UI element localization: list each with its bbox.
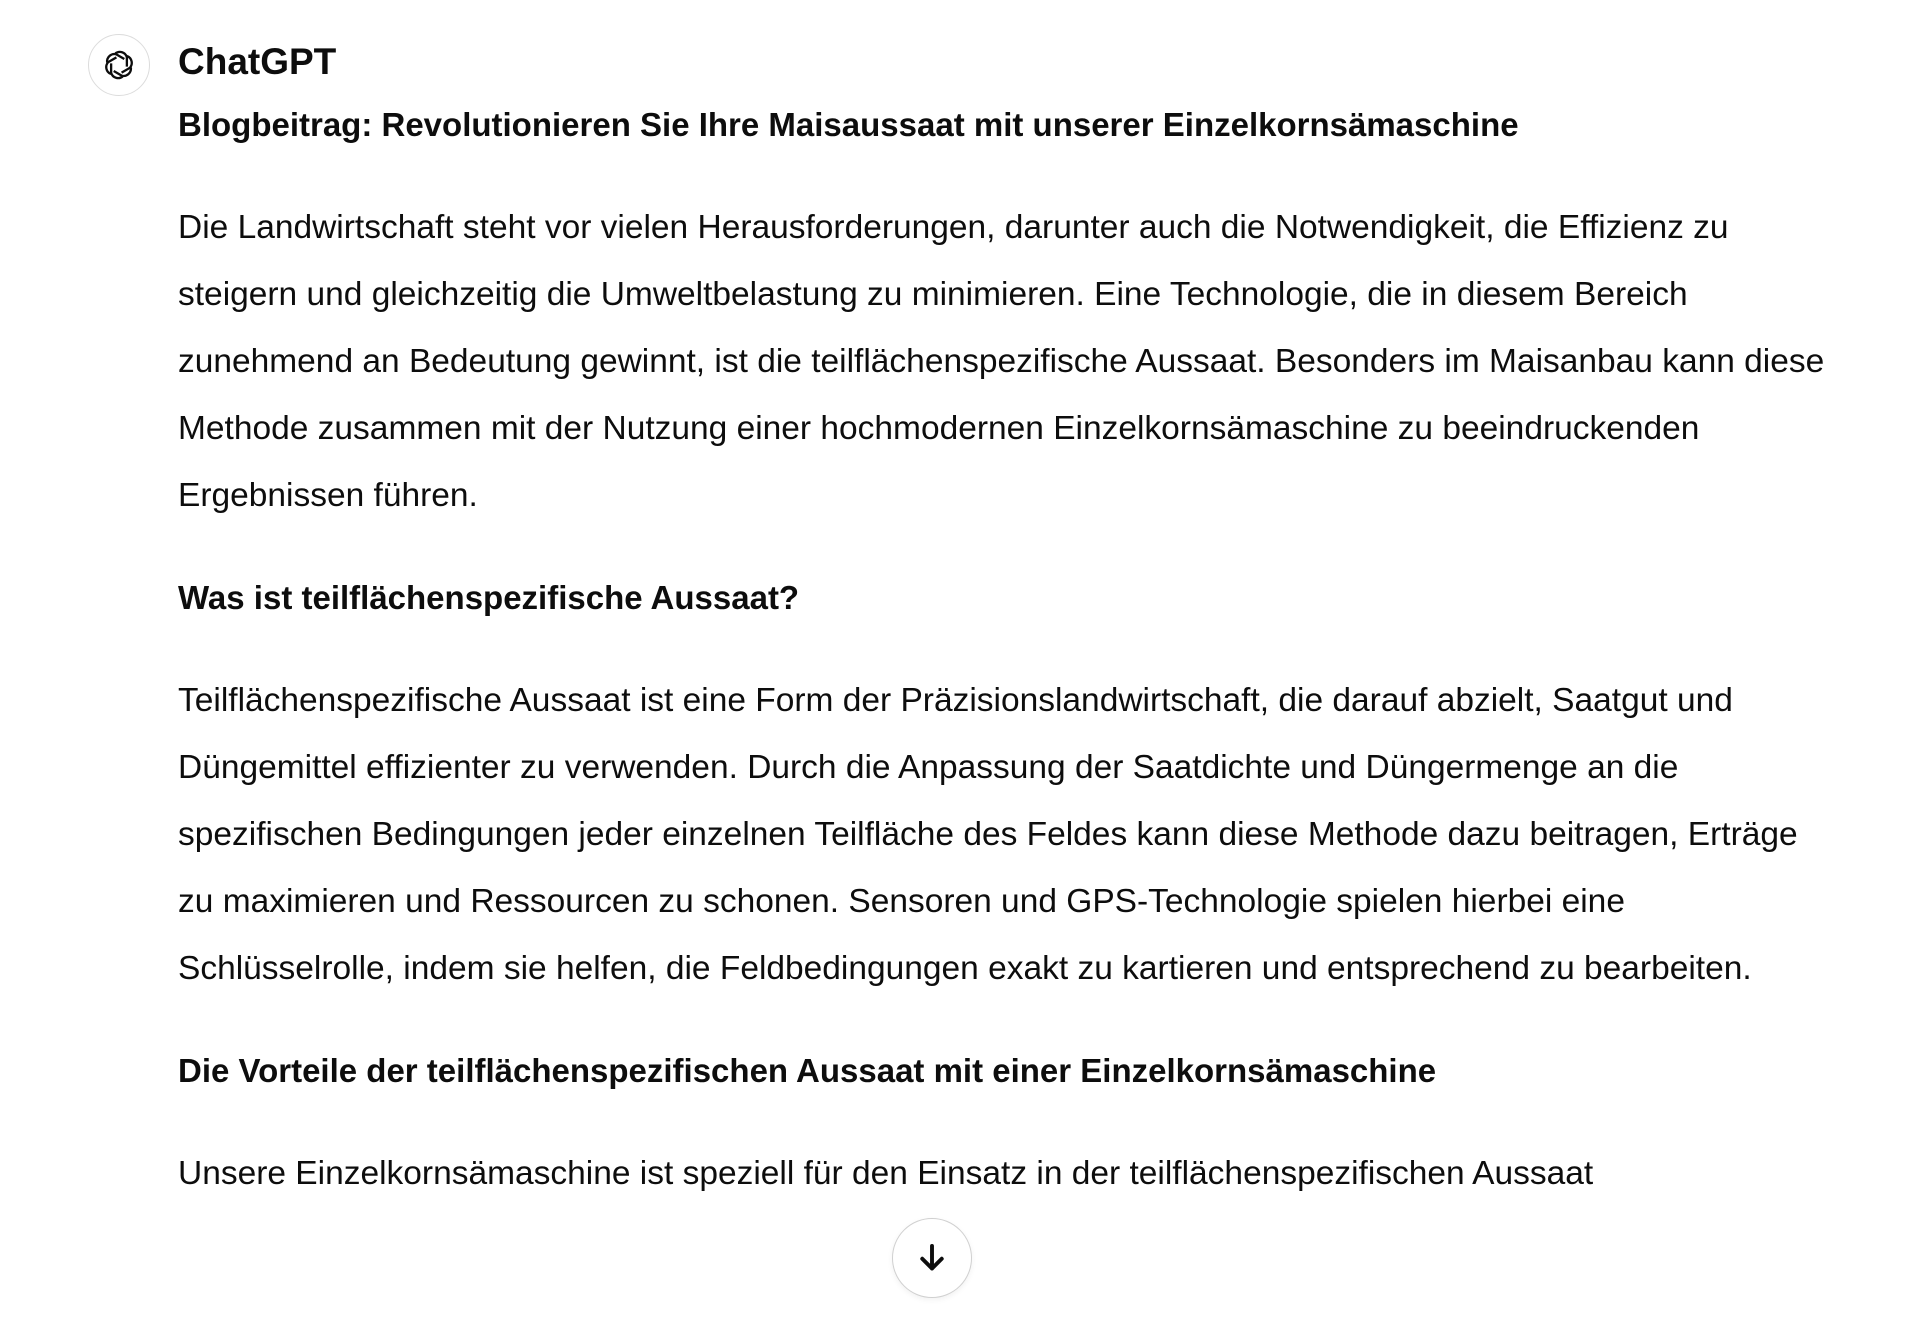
assistant-avatar <box>88 34 150 96</box>
openai-logo-icon <box>98 44 140 86</box>
message-content <box>178 100 1838 1207</box>
advantages-paragraph: Unsere Einzelkornsämaschine ist speziell für den Einsatz in der teilflächenspezifischen Aussaat <box>178 1155 1594 1192</box>
section-heading-advantages: Die Vorteile der teilflächenspezifischen Aussaat mit einer Einzelkornsämaschine <box>178 1052 1437 1089</box>
message-author: ChatGPT <box>178 41 337 82</box>
scroll-to-bottom-button[interactable] <box>892 1218 972 1298</box>
blog-title-heading: Blogbeitrag: Revolutionieren Sie Ihre Maisaussaat mit unserer Einzelkornsämaschine <box>178 106 1519 143</box>
definition-paragraph: Teilflächenspezifische Aussaat ist eine Form der Präzisionslandwirtschaft, die darauf abzielt, Saatgut und Düngemittel effizienter zu verwenden. Durch die Anpassung der Saatdichte und Düngermenge an die spezifischen Bedingungen jeder einzelnen Teilfläche des Feldes kann diese Methode dazu beitragen, Erträge zu maximieren und Ressourcen zu schonen. Sensoren und GPS-Technologie spielen hierbei eine Schlüsselrolle, indem sie helfen, die Feldbedingungen exakt zu kartieren und entsprechend zu bearbeiten. <box>178 682 1798 987</box>
section-heading-definition: Was ist teilflächenspezifische Aussaat? <box>178 579 800 616</box>
arrow-down-icon <box>914 1240 950 1276</box>
intro-paragraph: Die Landwirtschaft steht vor vielen Herausforderungen, darunter auch die Notwendigkeit, die Effizienz zu steigern und gleichzeitig die Umweltbelastung zu minimieren. Eine Technologie, die in diesem Bereich zunehmend an Bedeutung gewinnt, ist die teilflächenspezifische Aussaat. Besonders im Maisanbau kann diese Methode zusammen mit der Nutzung einer hochmodernen Einzelkornsämaschine zu beeindruckenden Ergebnissen führen. <box>178 209 1825 514</box>
